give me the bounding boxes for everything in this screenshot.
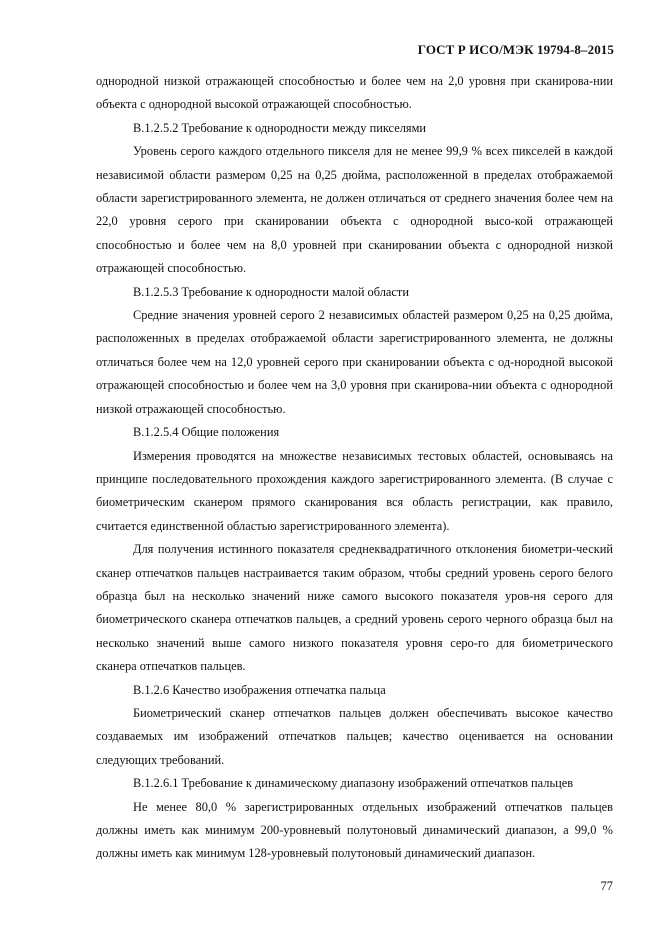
section-heading: В.1.2.5.3 Требование к однородности малой области [133,284,409,299]
body-paragraph: Уровень серого каждого отдельного пикселя для не менее 99,9 % всех пикселей в каждой независимой области размером 0,25 на 0,25 дюйма, расположенной в пределах отображаемой области зарегистрированного элемента, не должен отличаться от среднего значения более чем на 22,0 уровня серого при сканировании объекта с однородной высо-кой отражающей способностью и более чем на 8,0 уровней при сканировании объекта с однородной низкой отражающей способностью. [96,144,613,276]
section-heading: В.1.2.5.4 Общие положения [133,425,280,440]
continued-paragraph: однородной низкой отражающей способностью и более чем на 2,0 уровня при сканирова-нии объекта с однородной высокой отражающей способностью. [96,74,613,112]
body-paragraph: Средние значения уровней серого 2 независимых областей размером 0,25 на 0,25 дюйма, расположенных в пределах отображаемой области зарегистрированного элемента, не должны отличаться более чем на 12,0 уровней серого при сканировании объекта с од-нородной высокой отражающей способностью и более чем на 3,0 уровня при сканирова-нии объекта с однородной низкой отражающей способностью. [96,308,613,416]
document-code-header: ГОСТ Р ИСО/МЭК 19794-8–2015 [417,42,614,57]
body-paragraph: Измерения проводятся на множестве независимых тестовых областей, основываясь на принципе последовательного прохождения каждого зарегистрированного элемента. (В случае с биометрическим сканером прямого сканирования вся область регистрации, как правило, считается единственной областью зарегистрированного элемента). [96,448,613,533]
page-number: 77 [600,879,613,893]
section-heading: В.1.2.6.1 Требование к динамическому диапазону изображений отпечатков пальцев [133,776,574,791]
section-heading: В.1.2.6 Качество изображения отпечатка пальца [133,682,386,697]
body-paragraph: Не менее 80,0 % зарегистрированных отдельных изображений отпечатков пальцев должны иметь как минимум 200-уровневый полутоновый динамический диапазон, а 99,0 % должны иметь как минимум 128-уровневый полутоновый динамический диапазон. [96,799,613,861]
document-body [96,70,613,866]
section-heading: В.1.2.5.2 Требование к однородности между пикселями [133,120,427,135]
body-paragraph: Для получения истинного показателя среднеквадратичного отклонения биометри-ческий сканер отпечатков пальцев настраивается таким образом, чтобы средний уровень серого белого образца был на несколько значений ниже самого высокого показателя уров-ня серого для биометрического сканера отпечатков пальцев, а средний уровень серого черного образца был на несколько значений выше самого низкого показателя уровня серо-го для биометрического сканера отпечатков пальцев. [96,542,613,674]
body-paragraph: Биометрический сканер отпечатков пальцев должен обеспечивать высокое качество создаваемых им изображений отпечатков пальцев; качество оценивается на основании следующих требований. [96,705,613,767]
